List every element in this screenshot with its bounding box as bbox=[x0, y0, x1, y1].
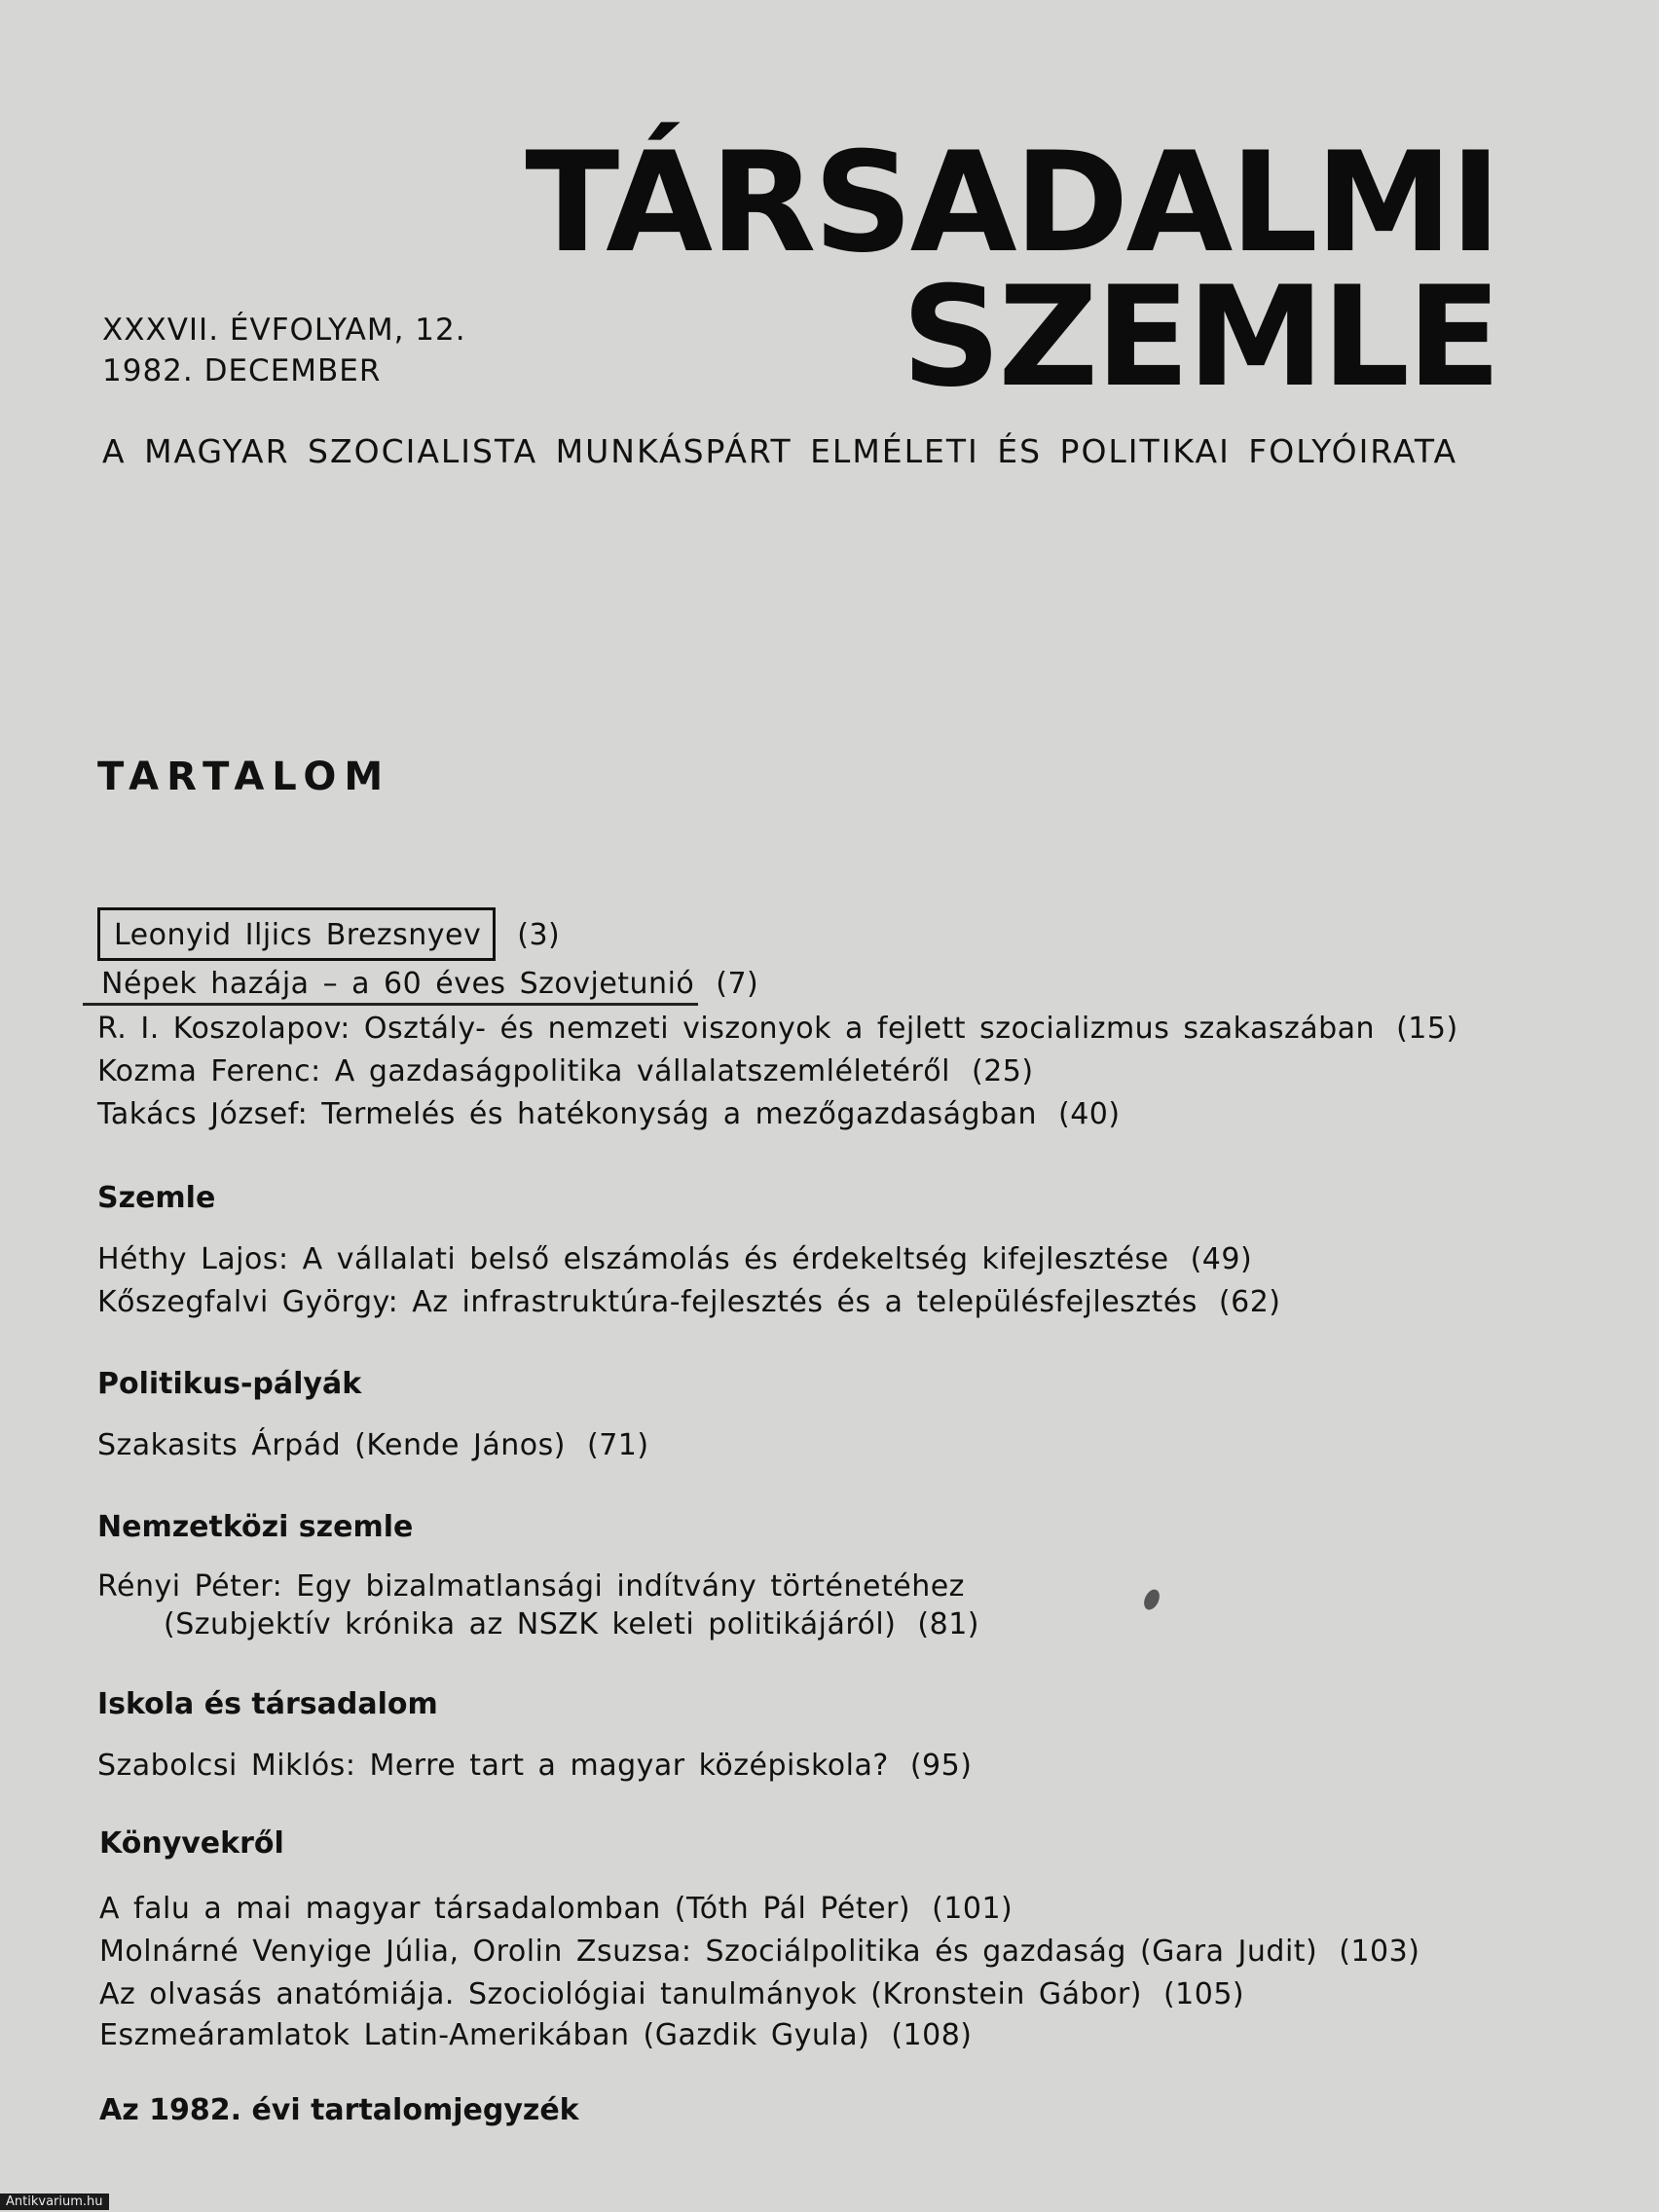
toc-entry-title: Héthy Lajos: A vállalati belső elszámolás és érdekeltség kifejlesztése bbox=[97, 1242, 1169, 1276]
toc-page-number: (15) bbox=[1396, 1012, 1458, 1046]
journal-title bbox=[525, 123, 1498, 418]
toc-page-number: (71) bbox=[586, 1428, 649, 1462]
journal-title-line1: TÁRSADALMI bbox=[525, 123, 1498, 283]
issue-date: 1982. DECEMBER bbox=[102, 353, 382, 388]
toc-entry-title: A falu a mai magyar társadalomban (Tóth Pál Péter) bbox=[99, 1892, 911, 1926]
toc-title: TARTALOM bbox=[97, 755, 391, 799]
toc-entry-title: Kozma Ferenc: A gazdaságpolitika vállalatszemléletéről bbox=[97, 1054, 950, 1088]
toc-entry-title: Eszmeáramlatok Latin-Amerikában (Gazdik Gyula) bbox=[99, 2018, 870, 2052]
section-heading-politikus: Politikus-pályák bbox=[97, 1367, 362, 1401]
toc-entry-title: Molnárné Venyige Júlia, Orolin Zsuzsa: Szociálpolitika és gazdaság (Gara Judit) bbox=[99, 1935, 1318, 1969]
section-heading-szemle: Szemle bbox=[97, 1181, 216, 1215]
toc-entry-title: Szabolcsi Miklós: Merre tart a magyar középiskola? bbox=[97, 1749, 889, 1783]
section-heading-nemzetkozi: Nemzetközi szemle bbox=[97, 1510, 414, 1544]
watermark: Antikvarium.hu bbox=[0, 2194, 109, 2210]
toc-entry bbox=[97, 1012, 1458, 1046]
toc-entry-subtitle: (Szubjektív krónika az NSZK keleti politikájáról) bbox=[164, 1607, 897, 1641]
toc-entry bbox=[97, 1749, 972, 1783]
toc-page-number: (81) bbox=[917, 1607, 979, 1641]
toc-entry bbox=[99, 1892, 1013, 1926]
toc-entry bbox=[99, 1977, 1244, 2011]
toc-page-number: (101) bbox=[932, 1892, 1014, 1926]
toc-page-number: (103) bbox=[1339, 1935, 1420, 1969]
toc-page-number: (105) bbox=[1162, 1977, 1245, 2011]
toc-entry bbox=[97, 1285, 1281, 1319]
section-heading-konyvek: Könyvekről bbox=[99, 1826, 284, 1861]
handwritten-underline bbox=[83, 1003, 698, 1006]
toc-entry bbox=[97, 1569, 965, 1604]
toc-entry bbox=[99, 1935, 1419, 1969]
journal-subtitle: A MAGYAR SZOCIALISTA MUNKÁSPÁRT ELMÉLETI ÉS POLITIKAI FOLYÓIRATA bbox=[102, 432, 1458, 470]
toc-entry-continuation bbox=[164, 1607, 979, 1641]
toc-page-number: (3) bbox=[517, 918, 561, 952]
toc-entry-title: Takács József: Termelés és hatékonyság a mezőgazdaságban bbox=[97, 1097, 1037, 1131]
toc-page-number: (25) bbox=[971, 1054, 1034, 1088]
toc-entry bbox=[97, 1054, 1034, 1088]
toc-entry bbox=[99, 2018, 973, 2052]
toc-entry-title: R. I. Koszolapov: Osztály- és nemzeti viszonyok a fejlett szocializmus szakaszában bbox=[97, 1012, 1376, 1046]
toc-page-number: (7) bbox=[716, 967, 759, 1001]
toc-entry bbox=[101, 967, 758, 1001]
toc-entry-title: Szakasits Árpád (Kende János) bbox=[97, 1428, 566, 1462]
boxed-entry-title: Leonyid Iljics Brezsnyev bbox=[97, 907, 496, 961]
toc-entry bbox=[97, 907, 560, 961]
toc-page-number: (95) bbox=[909, 1749, 973, 1783]
section-heading-iskola: Iskola és társadalom bbox=[97, 1687, 438, 1721]
toc-page-number: (40) bbox=[1058, 1097, 1121, 1131]
toc-entry bbox=[97, 1097, 1121, 1131]
toc-entry-title: Rényi Péter: Egy bizalmatlansági indítvány történetéhez bbox=[97, 1569, 965, 1604]
journal-title-line2: SZEMLE bbox=[901, 257, 1498, 418]
issue-info bbox=[102, 310, 466, 391]
toc-entry bbox=[97, 1242, 1252, 1276]
annual-index-note: Az 1982. évi tartalomjegyzék bbox=[99, 2093, 579, 2127]
toc-page-number: (108) bbox=[891, 2018, 973, 2052]
ink-smudge bbox=[1141, 1587, 1162, 1612]
toc-entry-title: Az olvasás anatómiája. Szociológiai tanulmányok (Kronstein Gábor) bbox=[99, 1977, 1142, 2011]
toc-entry-title: Kőszegfalvi György: Az infrastruktúra-fejlesztés és a településfejlesztés bbox=[97, 1285, 1198, 1319]
toc-page-number: (49) bbox=[1190, 1242, 1253, 1276]
issue-volume: XXXVII. ÉVFOLYAM, 12. bbox=[102, 313, 466, 348]
toc-page-number: (62) bbox=[1218, 1285, 1281, 1319]
toc-entry-title: Népek hazája – a 60 éves Szovjetunió bbox=[101, 967, 695, 1001]
toc-entry bbox=[97, 1428, 649, 1462]
